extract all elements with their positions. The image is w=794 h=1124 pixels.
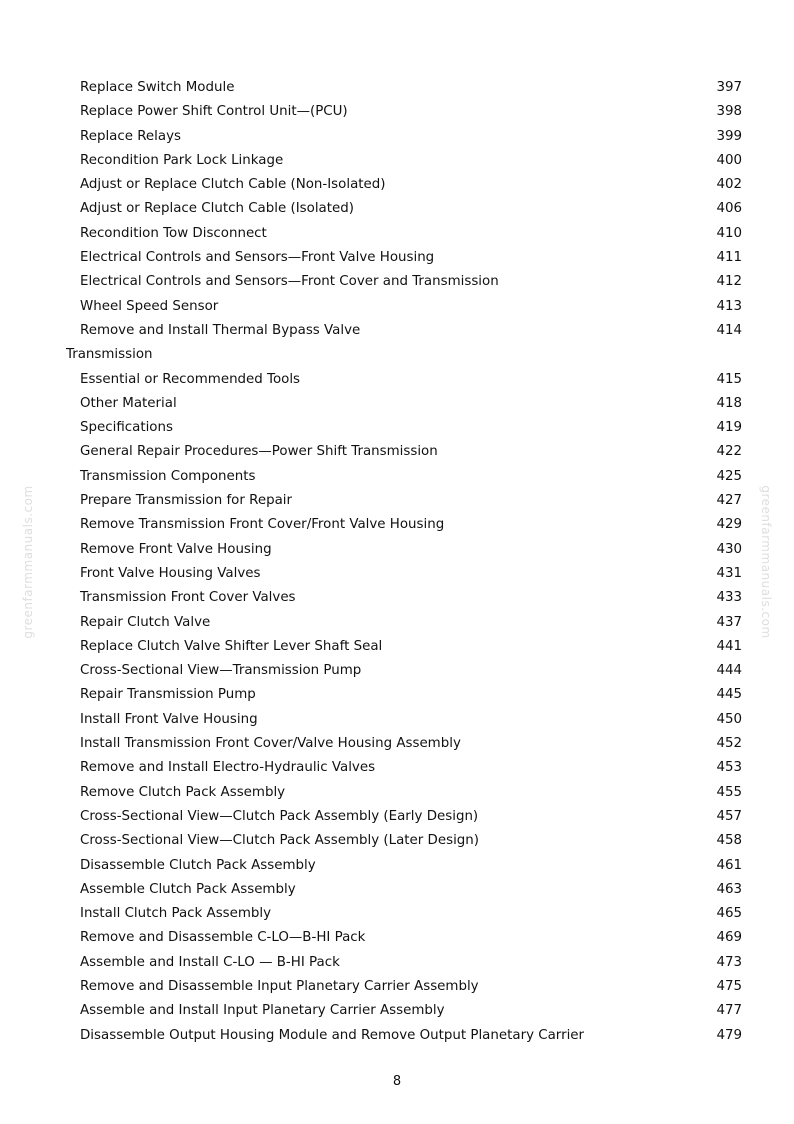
toc-entry[interactable]: [0, 295, 794, 319]
entry-page-number: 402: [716, 177, 742, 193]
entry-title: Recondition Tow Disconnect: [80, 225, 267, 241]
watermark-right: greenfarmmanuals.com: [759, 485, 773, 639]
toc-entry[interactable]: [0, 854, 794, 878]
entry-page-number: 397: [716, 80, 742, 95]
entry-page-number: 412: [716, 274, 742, 290]
watermark-left: greenfarmmanuals.com: [21, 485, 35, 639]
entry-title: Assemble and Install Input Planetary Carrier Assembly: [80, 1003, 445, 1019]
entry-title: Recondition Park Lock Linkage: [80, 152, 284, 168]
entry-page-number: 469: [716, 930, 742, 946]
entry-title: Cross-Sectional View—Transmission Pump: [80, 663, 362, 679]
entry-page-number: 414: [716, 322, 742, 338]
entry-title: Remove Clutch Pack Assembly: [80, 784, 286, 800]
entry-title: Front Valve Housing Valves: [80, 565, 261, 581]
entry-title: Other Material: [80, 395, 177, 411]
toc-entry[interactable]: [0, 76, 794, 100]
entry-page-number: 413: [716, 298, 742, 314]
entry-title: Disassemble Output Housing Module and Remove Output Planetary Carrier: [80, 1027, 585, 1043]
entry-title: Install Transmission Front Cover/Valve Housing Assembly: [80, 736, 461, 752]
toc-entry[interactable]: [0, 149, 794, 173]
entry-page-number: 410: [716, 225, 742, 241]
toc-entry[interactable]: [0, 465, 794, 489]
entry-title: Specifications: [80, 420, 173, 436]
entry-title: Remove Transmission Front Cover/Front Valve Housing: [80, 517, 445, 533]
entry-title: Adjust or Replace Clutch Cable (Non-Isolated): [80, 177, 386, 193]
toc-entry[interactable]: [0, 368, 794, 392]
entry-page-number: 453: [716, 760, 742, 776]
entry-page-number: 400: [716, 152, 742, 168]
toc-entry[interactable]: [0, 562, 794, 586]
toc-entry[interactable]: [0, 100, 794, 124]
entry-page-number: 465: [716, 906, 742, 922]
entry-title: Replace Switch Module: [80, 80, 235, 95]
toc-entry[interactable]: [0, 732, 794, 756]
entry-title: Cross-Sectional View—Clutch Pack Assembly (Later Design): [80, 833, 479, 849]
entry-page-number: 475: [716, 978, 742, 994]
entry-title: Electrical Controls and Sensors—Front Valve Housing: [80, 250, 435, 266]
entry-page-number: 431: [716, 565, 742, 581]
toc-entry[interactable]: [0, 659, 794, 683]
entry-page-number: 463: [716, 881, 742, 897]
entry-page-number: 457: [716, 808, 742, 824]
toc-entry[interactable]: [0, 513, 794, 537]
toc-entry[interactable]: [0, 222, 794, 246]
toc-entry[interactable]: [0, 1024, 794, 1048]
toc-section-heading: [0, 343, 794, 367]
toc-entry[interactable]: [0, 197, 794, 221]
entry-page-number: 452: [716, 736, 742, 752]
toc-entry[interactable]: [0, 319, 794, 343]
entry-page-number: 445: [716, 687, 742, 703]
toc-entry[interactable]: [0, 489, 794, 513]
entry-page-number: 455: [716, 784, 742, 800]
entry-title: Install Clutch Pack Assembly: [80, 906, 272, 922]
toc-entry[interactable]: [0, 683, 794, 707]
entry-page-number: 425: [716, 468, 742, 484]
entry-page-number: 477: [716, 1003, 742, 1019]
entry-page-number: 473: [716, 954, 742, 970]
entry-title: Adjust or Replace Clutch Cable (Isolated): [80, 201, 354, 217]
toc-entry[interactable]: [0, 173, 794, 197]
entry-title: Repair Transmission Pump: [80, 687, 256, 703]
toc-entry[interactable]: [0, 975, 794, 999]
entry-page-number: 419: [716, 420, 742, 436]
toc-entry[interactable]: [0, 416, 794, 440]
entry-title: General Repair Procedures—Power Shift Transmission: [80, 444, 438, 460]
entry-title: Prepare Transmission for Repair: [80, 493, 292, 509]
entry-title: Electrical Controls and Sensors—Front Cover and Transmission: [80, 274, 499, 290]
entry-page-number: 415: [716, 371, 742, 387]
entry-page-number: 458: [716, 833, 742, 849]
entry-page-number: 444: [716, 663, 742, 679]
entry-title: Cross-Sectional View—Clutch Pack Assembly (Early Design): [80, 808, 479, 824]
page-number: 8: [392, 1074, 402, 1089]
toc-entry[interactable]: [0, 440, 794, 464]
entry-title: Replace Clutch Valve Shifter Lever Shaft Seal: [80, 638, 383, 654]
entry-page-number: 437: [716, 614, 742, 630]
toc-entry[interactable]: [0, 635, 794, 659]
entry-page-number: 450: [716, 711, 742, 727]
entry-page-number: 411: [716, 250, 742, 266]
entry-page-number: 427: [716, 493, 742, 509]
section-title: Transmission: [66, 347, 153, 363]
entry-title: Install Front Valve Housing: [80, 711, 258, 727]
table-of-contents: [0, 76, 794, 1048]
entry-page-number: 406: [716, 201, 742, 217]
entry-page-number: 418: [716, 395, 742, 411]
entry-title: Transmission Front Cover Valves: [80, 590, 296, 606]
entry-page-number: 429: [716, 517, 742, 533]
entry-title: Remove and Disassemble C-LO—B-HI Pack: [80, 930, 366, 946]
entry-page-number: 430: [716, 541, 742, 557]
toc-entry[interactable]: [0, 781, 794, 805]
toc-entry[interactable]: [0, 270, 794, 294]
toc-entry[interactable]: [0, 611, 794, 635]
entry-title: Disassemble Clutch Pack Assembly: [80, 857, 316, 873]
entry-title: Remove and Install Electro-Hydraulic Valves: [80, 760, 376, 776]
entry-title: Wheel Speed Sensor: [80, 298, 219, 314]
entry-title: Remove and Install Thermal Bypass Valve: [80, 322, 361, 338]
toc-entry[interactable]: [0, 999, 794, 1023]
entry-title: Transmission Components: [80, 468, 256, 484]
toc-entry[interactable]: [0, 538, 794, 562]
entry-title: Repair Clutch Valve: [80, 614, 211, 630]
toc-entry[interactable]: [0, 586, 794, 610]
toc-entry[interactable]: [0, 926, 794, 950]
toc-entry[interactable]: [0, 392, 794, 416]
entry-title: Remove and Disassemble Input Planetary Carrier Assembly: [80, 978, 479, 994]
toc-entry[interactable]: [0, 902, 794, 926]
entry-page-number: 398: [716, 104, 742, 120]
entry-page-number: 441: [716, 638, 742, 654]
toc-entry[interactable]: [0, 708, 794, 732]
entry-title: Remove Front Valve Housing: [80, 541, 272, 557]
entry-title: Replace Relays: [80, 128, 181, 144]
entry-title: Assemble and Install C-LO — B-HI Pack: [80, 954, 340, 970]
toc-entry[interactable]: [0, 951, 794, 975]
toc-entry[interactable]: [0, 829, 794, 853]
entry-page-number: 399: [716, 128, 742, 144]
entry-page-number: 461: [716, 857, 742, 873]
entry-title: Replace Power Shift Control Unit—(PCU): [80, 104, 348, 120]
entry-page-number: 433: [716, 590, 742, 606]
toc-entry[interactable]: [0, 246, 794, 270]
entry-page-number: 479: [716, 1027, 742, 1043]
toc-entry[interactable]: [0, 805, 794, 829]
entry-title: Essential or Recommended Tools: [80, 371, 301, 387]
toc-entry[interactable]: [0, 125, 794, 149]
entry-page-number: 422: [716, 444, 742, 460]
toc-entry[interactable]: [0, 756, 794, 780]
entry-title: Assemble Clutch Pack Assembly: [80, 881, 296, 897]
toc-entry[interactable]: [0, 878, 794, 902]
